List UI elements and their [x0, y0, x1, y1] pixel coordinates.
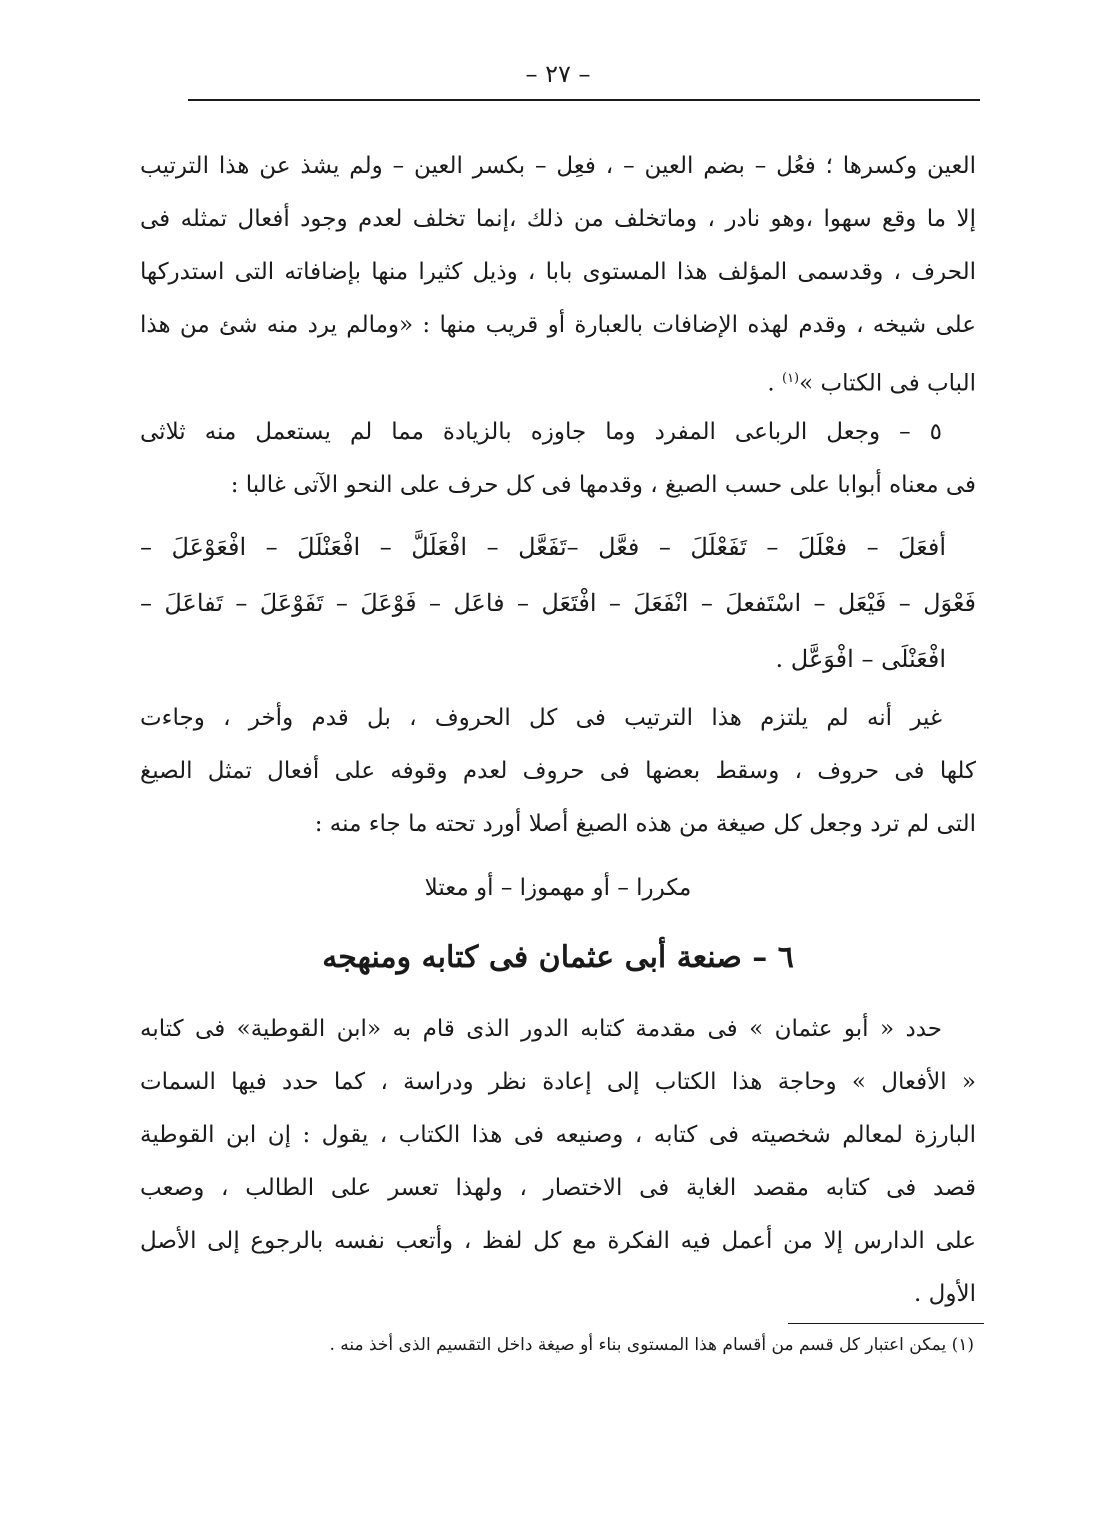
paragraph-2-line: فى معناه أبوابا على حسب الصيغ ، وقدمها فى كل حرف على النحو الآتى غالبا : [230, 472, 976, 498]
paragraph-4-line: حدد « أبو عثمان » فى مقدمة كتابه الدور الذى قام به «ابن القوطية» فى كتابه [140, 1016, 942, 1042]
header-rule [188, 99, 980, 101]
paragraph-3-line: التى لم ترد وجعل كل صيغة من هذه الصيغ أصلا أورد تحته ما جاء منه : [314, 811, 976, 837]
paragraph-4-line: قصد فى كتابه مقصد الغاية فى الاختصار ، ولهذا تعسر على الطالب ، وصعب [140, 1175, 976, 1201]
paragraph-2-line: ٥ – وجعل الرباعى المفرد وما جاوزه بالزيادة مما لم يستعمل منه ثلاثى [140, 419, 942, 445]
paragraph-2 [140, 406, 976, 512]
paragraph-1-line: الباب فى الكتاب » [799, 370, 976, 397]
paragraph-1-end: . [767, 370, 782, 397]
verb-forms-line: افْعَنْلَى – افْوَعَّل . [775, 645, 946, 673]
paragraph-4 [140, 1003, 976, 1321]
page-number: – ٢٧ – [525, 60, 591, 88]
paragraph-3 [140, 692, 976, 851]
paragraph-3-line: كلها فى حروف ، وسقط بعضها فى حروف لعدم وقوفه على أفعال تمثل الصيغ [140, 758, 976, 784]
footnote-rule [788, 1323, 984, 1324]
paragraph-1-line: العين وكسرها ؛ فعُل – بضم العين – ، فعِل – بكسر العين – ولم يشذ عن هذا الترتيب [140, 153, 976, 179]
verb-forms-list [140, 519, 976, 687]
paragraph-1-line: على شيخه ، وقدم لهذه الإضافات بالعبارة أو قريب منها : «ومالم يرد منه شئ من هذا [140, 312, 976, 338]
paragraph-4-line: على الدارس إلا من أعمل فيه الفكرة مع كل لفظ ، وأتعب نفسه بالرجوع إلى الأصل [140, 1228, 976, 1254]
verb-forms-line: فَعْوَل – فَيْعَل – اسْتَفعلَ – انْفَعَلَ – افْتَعَل – فاعَل – فَوْعَلَ – تَفَوْعَلَ – تَفاعَلَ – [140, 589, 976, 617]
paragraph-1-line: إلا ما وقع سهوا ،وهو نادر ، وماتخلف من ذلك ،إنما تخلف لعدم وجود أفعال تمثله فى [140, 206, 976, 232]
paragraph-1-line: الحرف ، وقدسمى المؤلف هذا المستوى بابا ، وذيل كثيرا منها بإضافاته التى استدركها [140, 259, 976, 285]
paragraph-4-line: « الأفعال » وحاجة هذا الكتاب إلى إعادة نظر ودراسة ، كما حدد فيها السمات [140, 1069, 976, 1095]
footnote: (١) يمكن اعتبار كل قسم من أقسام هذا المستوى بناء أو صيغة داخل التقسيم الذى أخذ منه . [329, 1335, 974, 1355]
paragraph-3-line: غير أنه لم يلتزم هذا الترتيب فى كل الحروف ، بل قدم وأخر ، وجاءت [140, 705, 942, 731]
paragraph-1 [140, 140, 976, 405]
section-heading: ٦ – صنعة أبى عثمان فى كتابه ومنهجه [322, 940, 794, 975]
paragraph-1-last-line [140, 352, 976, 405]
verb-forms-line: أفعَلَ – فعْلَلَ – تَفَعْلَلَ – فعَّل –تَفَعَّل – افْعَلَلَّ – افْعَنْلَلَ – افْعَوْعَلَ – [140, 533, 946, 561]
footnote-reference[interactable]: (١) [781, 371, 800, 386]
paragraph-4-line: البارزة لمعالم شخصيته فى كتابه ، وصنيعه فى هذا الكتاب ، يقول : إن ابن القوطية [140, 1122, 976, 1148]
derivation-types: مكررا – أو مهموزا – أو معتلا [424, 875, 692, 901]
paragraph-4-line: الأول . [914, 1281, 976, 1307]
